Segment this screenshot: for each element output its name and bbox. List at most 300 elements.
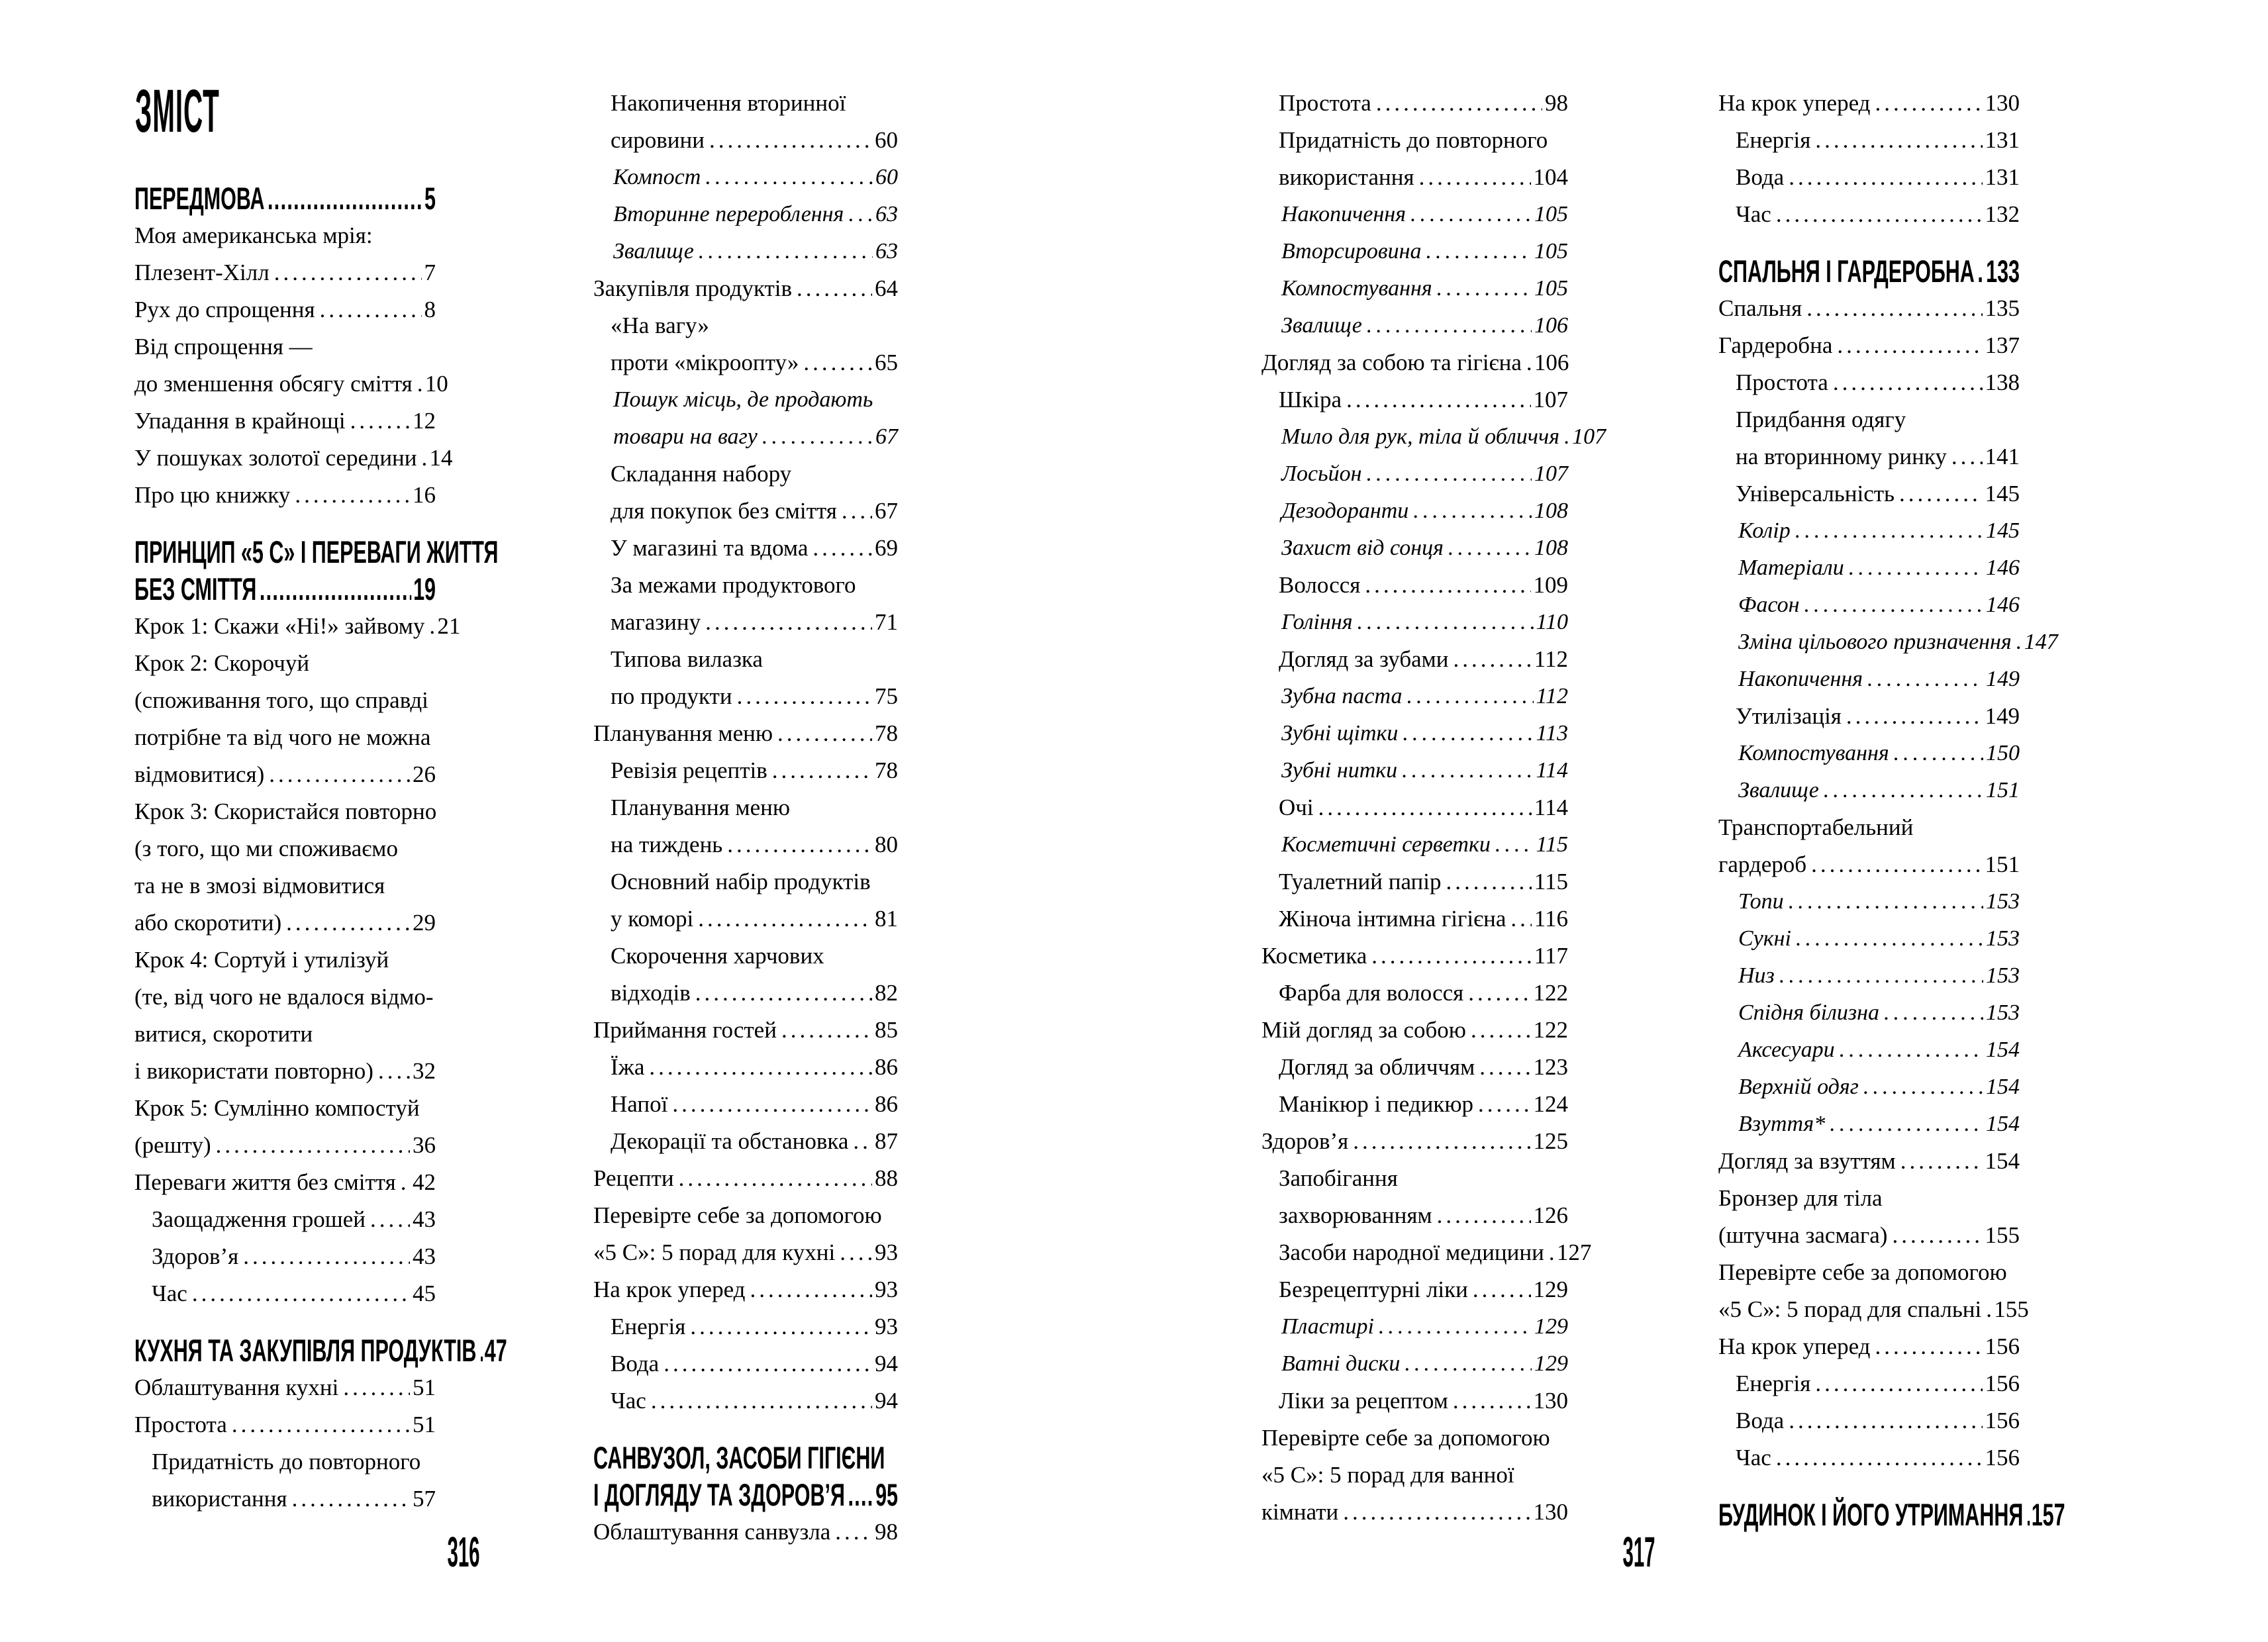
toc-row bbox=[1261, 1012, 1568, 1049]
toc-row bbox=[1261, 715, 1568, 752]
toc-page-number: 106 bbox=[1534, 350, 1569, 375]
toc-page-number: 131 bbox=[1985, 164, 2020, 190]
dot-leader bbox=[727, 826, 872, 863]
toc-label: САНВУЗОЛ, ЗАСОБИ ГІГІЄНИ bbox=[593, 1440, 885, 1475]
toc-row bbox=[1261, 270, 1568, 307]
toc-page-number: 129 bbox=[1534, 1351, 1568, 1376]
toc-row bbox=[1718, 1254, 2020, 1291]
dot-leader bbox=[1468, 975, 1530, 1012]
toc-entry bbox=[1718, 772, 2020, 809]
toc-row bbox=[134, 365, 448, 403]
toc-page-number: 156 bbox=[1985, 1333, 2020, 1359]
dot-leader bbox=[1473, 1271, 1531, 1308]
toc-row bbox=[1261, 1494, 1568, 1531]
toc-label: На крок уперед bbox=[1718, 1333, 1871, 1359]
toc-page-number: 94 bbox=[875, 1388, 898, 1414]
toc-row bbox=[593, 1345, 898, 1382]
toc-page-number: 63 bbox=[875, 239, 898, 264]
toc-label: Крок 5: Сумлінно компостуй bbox=[134, 1095, 420, 1121]
dot-leader bbox=[422, 440, 427, 477]
dot-leader bbox=[1564, 418, 1569, 456]
dot-leader bbox=[1884, 994, 1983, 1032]
dot-leader bbox=[1413, 493, 1532, 530]
toc-label: Низ bbox=[1738, 963, 1775, 988]
toc-page-number: 147 bbox=[2024, 630, 2058, 654]
toc-entry bbox=[1261, 1420, 1568, 1531]
toc-row bbox=[134, 254, 436, 291]
toc-label: Матеріали bbox=[1738, 555, 1844, 580]
toc-page-number: 145 bbox=[1986, 518, 2020, 543]
toc-entry bbox=[1718, 1439, 2020, 1476]
toc-label: Вторинне перероблення bbox=[613, 202, 844, 226]
dot-leader bbox=[1779, 957, 1983, 994]
toc-row bbox=[593, 530, 898, 567]
dot-leader bbox=[350, 403, 410, 440]
toc-entry bbox=[1718, 1402, 2020, 1439]
dot-leader bbox=[1977, 253, 1984, 290]
toc-entry bbox=[1261, 1049, 1568, 1086]
toc-row bbox=[134, 867, 436, 904]
toc-page-number: 98 bbox=[875, 1519, 898, 1545]
dot-leader bbox=[1795, 512, 1983, 550]
toc-entry bbox=[593, 307, 898, 381]
toc-label: на тиждень bbox=[611, 832, 723, 857]
toc-page-number: 154 bbox=[1986, 1038, 2020, 1062]
toc-page-number: 82 bbox=[875, 980, 898, 1006]
toc-label: Складання набору bbox=[611, 461, 792, 487]
toc-page-number: 154 bbox=[1986, 1112, 2020, 1136]
toc-row bbox=[593, 1234, 898, 1271]
toc-label: Пошук місць, де продають bbox=[613, 387, 873, 412]
toc-row bbox=[1261, 1382, 1568, 1420]
dot-leader bbox=[1510, 900, 1531, 938]
toc-label: потрібне та від чого не можна bbox=[134, 724, 431, 750]
toc-entry bbox=[1261, 1271, 1568, 1308]
toc-page-number: 137 bbox=[1985, 332, 2020, 358]
toc-entry bbox=[1261, 1012, 1568, 1049]
left-page-number: 316 bbox=[447, 1528, 480, 1576]
toc-label: У магазині та вдома bbox=[611, 535, 809, 561]
toc-entry bbox=[593, 1123, 898, 1160]
toc-label: Засоби народної медицини bbox=[1279, 1239, 1544, 1265]
toc-row bbox=[593, 938, 898, 975]
toc-entry bbox=[1261, 752, 1568, 789]
toc-row bbox=[1718, 920, 2020, 957]
dot-leader bbox=[1479, 1049, 1530, 1086]
dot-leader bbox=[835, 1514, 872, 1551]
toc-row bbox=[1261, 1049, 1568, 1086]
toc-row bbox=[593, 196, 898, 233]
toc-row bbox=[134, 830, 436, 867]
dot-leader bbox=[479, 1332, 483, 1369]
toc-page-number: 116 bbox=[1534, 906, 1568, 932]
toc-entry bbox=[593, 938, 898, 1012]
toc-row bbox=[593, 1271, 898, 1308]
toc-entry bbox=[1718, 122, 2020, 159]
toc-page-number: 104 bbox=[1533, 164, 1568, 190]
dot-leader bbox=[1365, 567, 1530, 604]
toc-row bbox=[134, 979, 436, 1016]
toc-row bbox=[1261, 1420, 1568, 1457]
dot-leader bbox=[1446, 863, 1532, 900]
toc-entry bbox=[134, 1164, 436, 1201]
dot-leader bbox=[750, 1271, 872, 1308]
toc-page-number: 115 bbox=[1536, 832, 1568, 857]
toc-label: Захист від сонця bbox=[1281, 536, 1444, 560]
toc-row bbox=[1261, 938, 1568, 975]
toc-label: Косметика bbox=[1261, 943, 1367, 969]
dot-leader bbox=[1863, 1069, 1983, 1106]
toc-column-1 bbox=[134, 160, 507, 1518]
dot-leader bbox=[286, 904, 410, 942]
toc-entry bbox=[593, 1345, 898, 1382]
toc-label: Перевірте себе за допомогою bbox=[1261, 1425, 1550, 1451]
toc-label: Звалище bbox=[613, 239, 694, 264]
toc-row bbox=[1718, 587, 2020, 624]
toc-row bbox=[1261, 863, 1568, 900]
toc-entry bbox=[593, 1271, 898, 1308]
toc-entry bbox=[1718, 475, 2020, 512]
toc-row bbox=[1718, 1180, 2020, 1217]
toc-row bbox=[1261, 1271, 1568, 1308]
toc-label: Лосьйон bbox=[1281, 461, 1362, 486]
toc-page-number: 78 bbox=[875, 757, 898, 783]
toc-label: витися, скоротити bbox=[134, 1021, 313, 1047]
toc-page-number: 151 bbox=[1986, 778, 2020, 802]
toc-label: кімнати bbox=[1261, 1499, 1339, 1525]
dot-leader bbox=[705, 604, 872, 641]
dot-leader bbox=[1776, 1439, 1983, 1476]
toc-page-number: 21 bbox=[437, 613, 461, 639]
toc-entry bbox=[1718, 1365, 2020, 1402]
toc-row bbox=[1261, 493, 1568, 530]
toc-page-number: 156 bbox=[1985, 1371, 2020, 1396]
toc-row bbox=[134, 1201, 436, 1238]
toc-row bbox=[134, 719, 436, 756]
toc-label: Рецепти bbox=[593, 1165, 674, 1191]
toc-label: Гардеробна bbox=[1718, 332, 1833, 358]
toc-entry bbox=[134, 1406, 436, 1443]
toc-label: Час bbox=[152, 1280, 187, 1306]
toc-entry bbox=[1261, 789, 1568, 826]
toc-page-number: 95 bbox=[875, 1477, 899, 1512]
toc-entry bbox=[1261, 196, 1568, 233]
toc-row bbox=[134, 477, 436, 514]
dot-leader bbox=[1867, 661, 1983, 698]
toc-entry bbox=[593, 456, 898, 530]
dot-leader bbox=[343, 1369, 410, 1406]
toc-entry bbox=[1261, 233, 1568, 270]
toc-row bbox=[1261, 678, 1568, 715]
toc-page-number: 43 bbox=[413, 1243, 436, 1269]
toc-row bbox=[1718, 883, 2020, 920]
toc-label: Вторсировина bbox=[1281, 239, 1422, 264]
toc-label: І ДОГЛЯДУ ТА ЗДОРОВ’Я bbox=[593, 1477, 845, 1512]
toc-page-number: 106 bbox=[1534, 313, 1568, 338]
toc-label: ПРИНЦИП «5 С» І ПЕРЕВАГИ ЖИТТЯ bbox=[134, 534, 499, 569]
toc-label: Планування меню bbox=[611, 795, 790, 820]
toc-row bbox=[1718, 1365, 2020, 1402]
toc-row bbox=[1718, 1032, 2020, 1069]
toc-entry bbox=[1718, 364, 2020, 401]
dot-leader bbox=[216, 1127, 410, 1164]
toc-row bbox=[1718, 159, 2020, 196]
toc-page-number: 156 bbox=[1985, 1445, 2020, 1471]
toc-label: Упадання в крайнощі bbox=[134, 408, 346, 434]
dot-leader bbox=[260, 571, 412, 608]
toc-page-number: 115 bbox=[1534, 869, 1568, 894]
toc-label: Туалетний папір bbox=[1279, 869, 1442, 894]
toc-entry bbox=[1261, 1234, 1592, 1271]
toc-entry bbox=[1261, 863, 1568, 900]
dot-leader bbox=[1478, 1086, 1531, 1123]
toc-page-number: 57 bbox=[413, 1486, 436, 1512]
toc-page-number: 114 bbox=[1534, 795, 1568, 820]
toc-label: Придатність до повторного bbox=[152, 1449, 421, 1474]
toc-label: відмовитися) bbox=[134, 761, 265, 787]
toc-label: Спальня bbox=[1718, 295, 1802, 321]
toc-row bbox=[1718, 364, 2020, 401]
dot-leader bbox=[1495, 826, 1534, 863]
dot-leader bbox=[1840, 1032, 1983, 1069]
toc-page-number: 105 bbox=[1534, 276, 1568, 301]
toc-label: Гоління bbox=[1281, 610, 1353, 634]
toc-row bbox=[593, 85, 898, 122]
toc-row bbox=[1261, 196, 1568, 233]
toc-page-number: 107 bbox=[1572, 424, 1606, 449]
toc-entry bbox=[1718, 1143, 2020, 1180]
toc-entry bbox=[1261, 567, 1568, 604]
toc-row bbox=[1718, 438, 2020, 475]
toc-label: або скоротити) bbox=[134, 910, 282, 936]
toc-label: товари на вагу bbox=[613, 424, 758, 449]
toc-label: Фасон bbox=[1738, 593, 1800, 617]
toc-entry bbox=[134, 1090, 436, 1164]
toc-row bbox=[1261, 789, 1568, 826]
toc-row bbox=[593, 789, 898, 826]
toc-page-number: 60 bbox=[875, 127, 898, 153]
toc-page-number: 130 bbox=[1533, 1499, 1568, 1525]
toc-entry bbox=[1718, 1032, 2020, 1069]
toc-page-number: 47 bbox=[484, 1333, 507, 1368]
toc-entry bbox=[593, 863, 898, 938]
toc-label: Планування меню bbox=[593, 720, 773, 746]
toc-label: Переваги життя без сміття bbox=[134, 1169, 396, 1195]
toc-row bbox=[1261, 641, 1568, 678]
dot-leader bbox=[1426, 233, 1532, 270]
toc-row bbox=[593, 678, 898, 715]
dot-leader bbox=[1526, 344, 1532, 381]
dot-leader bbox=[269, 756, 410, 793]
dot-leader bbox=[1353, 1123, 1530, 1160]
toc-entry bbox=[593, 641, 898, 715]
toc-label: Компостування bbox=[1738, 741, 1889, 765]
toc-label: Компост bbox=[613, 165, 701, 189]
toc-row bbox=[593, 344, 898, 381]
toc-label: Сукні bbox=[1738, 926, 1791, 951]
toc-entry bbox=[1261, 122, 1568, 196]
toc-page-number: 14 bbox=[429, 445, 453, 471]
toc-entry bbox=[1261, 826, 1568, 863]
toc-row bbox=[1718, 1402, 2020, 1439]
toc-label: Перевірте себе за допомогою bbox=[593, 1202, 882, 1228]
dot-leader bbox=[320, 291, 422, 328]
dot-leader bbox=[1789, 159, 1982, 196]
dot-leader bbox=[370, 1201, 410, 1238]
toc-label: Крок 4: Сортуй і утилізуй bbox=[134, 947, 389, 973]
toc-page-number: 149 bbox=[1985, 703, 2020, 729]
toc-row bbox=[134, 217, 436, 254]
toc-label: Догляд за взуттям bbox=[1718, 1148, 1896, 1174]
dot-leader bbox=[292, 1480, 410, 1518]
dot-leader bbox=[1951, 438, 1983, 475]
toc-entry bbox=[1718, 809, 2020, 883]
toc-label: Зубна паста bbox=[1281, 684, 1403, 708]
dot-leader bbox=[698, 900, 872, 938]
toc-row bbox=[593, 1049, 898, 1086]
toc-row bbox=[1718, 1217, 2020, 1254]
toc-row bbox=[593, 1476, 898, 1514]
toc-page-number: 67 bbox=[875, 498, 898, 524]
toc-row bbox=[134, 1127, 436, 1164]
toc-label: сировини bbox=[611, 127, 705, 153]
toc-page-number: 153 bbox=[1986, 926, 2020, 951]
toc-label: використання bbox=[1279, 164, 1414, 190]
toc-label: Приймання гостей bbox=[593, 1017, 777, 1043]
toc-label: Пластирі bbox=[1281, 1314, 1374, 1339]
toc-row bbox=[593, 418, 898, 456]
dot-leader bbox=[1815, 1365, 1982, 1402]
toc-label: Утилізація bbox=[1736, 703, 1842, 729]
toc-page-number: 86 bbox=[875, 1091, 898, 1117]
toc-entry bbox=[593, 567, 898, 641]
dot-leader bbox=[1776, 196, 1983, 233]
toc-label: Вода bbox=[611, 1351, 660, 1376]
dot-leader bbox=[690, 1308, 872, 1345]
toc-entry bbox=[1718, 1069, 2020, 1106]
toc-label: Зубні нитки bbox=[1281, 758, 1398, 783]
dot-leader bbox=[1405, 1345, 1532, 1382]
dot-leader bbox=[1892, 1217, 1982, 1254]
dot-leader bbox=[1811, 846, 1982, 883]
toc-row bbox=[134, 1332, 507, 1369]
toc-label: Від спрощення — bbox=[134, 334, 313, 360]
toc-row bbox=[593, 122, 898, 159]
toc-row bbox=[1718, 253, 2020, 290]
dot-leader bbox=[649, 1049, 872, 1086]
dot-leader bbox=[1894, 735, 1983, 772]
toc-entry bbox=[1718, 883, 2020, 920]
toc-page-number: 8 bbox=[424, 297, 436, 322]
toc-entry bbox=[1261, 678, 1568, 715]
toc-row bbox=[1261, 530, 1568, 567]
toc-entry bbox=[1718, 159, 2020, 196]
toc-page-number: 93 bbox=[875, 1314, 898, 1339]
toc-entry bbox=[1261, 270, 1568, 307]
toc-row bbox=[134, 793, 436, 830]
toc-entry bbox=[593, 196, 898, 233]
toc-label: (з того, що ми споживаємо bbox=[134, 836, 398, 861]
toc-entry bbox=[134, 477, 436, 514]
toc-row bbox=[134, 403, 436, 440]
toc-label: Дезодоранти bbox=[1281, 499, 1409, 523]
dot-leader bbox=[797, 270, 872, 307]
toc-label: Очі bbox=[1279, 795, 1314, 820]
toc-row bbox=[1718, 809, 2020, 846]
dot-leader bbox=[2026, 1496, 2030, 1533]
toc-entry bbox=[1718, 85, 2020, 122]
toc-label: Манікюр і педикюр bbox=[1279, 1091, 1473, 1117]
dot-leader bbox=[781, 1012, 872, 1049]
toc-row bbox=[134, 904, 436, 942]
toc-entry bbox=[593, 85, 898, 159]
dot-leader bbox=[840, 1234, 872, 1271]
toc-row bbox=[134, 682, 436, 719]
toc-label: до зменшення обсягу сміття bbox=[134, 371, 413, 397]
toc-label: Здоров’я bbox=[152, 1243, 239, 1269]
toc-page-number: 65 bbox=[875, 350, 898, 375]
toc-entry bbox=[593, 233, 898, 270]
toc-label: БЕЗ СМІТТЯ bbox=[134, 571, 257, 606]
toc-row bbox=[1718, 512, 2020, 550]
toc-label: Накопичення bbox=[1281, 202, 1406, 226]
toc-row bbox=[134, 328, 436, 365]
toc-label: Компостування bbox=[1281, 276, 1432, 301]
toc-entry bbox=[1718, 957, 2020, 994]
toc-page-number: 107 bbox=[1533, 387, 1568, 412]
toc-label: Рух до спрощення bbox=[134, 297, 315, 322]
toc-page-number: 156 bbox=[1985, 1408, 2020, 1433]
toc-page-number: 154 bbox=[1985, 1148, 2020, 1174]
toc-label: (те, від чого не вдалося відмо- bbox=[134, 984, 434, 1010]
dot-leader bbox=[1402, 752, 1533, 789]
toc-entry bbox=[593, 159, 898, 196]
toc-page-number: 141 bbox=[1985, 444, 2020, 469]
toc-page-number: 26 bbox=[413, 761, 436, 787]
toc-label: За межами продуктового bbox=[611, 572, 856, 598]
dot-leader bbox=[1471, 1012, 1531, 1049]
toc-page-number: 126 bbox=[1533, 1202, 1568, 1228]
toc-label: Ревізія рецептів bbox=[611, 757, 767, 783]
dot-leader bbox=[679, 1160, 872, 1197]
toc-label: Фарба для волосся bbox=[1279, 980, 1464, 1006]
toc-page-number: 107 bbox=[1534, 461, 1568, 486]
toc-row bbox=[134, 1016, 436, 1053]
dot-leader bbox=[705, 159, 873, 196]
toc-entry bbox=[1718, 512, 2020, 550]
toc-entry bbox=[1261, 604, 1568, 641]
toc-row bbox=[593, 604, 898, 641]
toc-row bbox=[593, 1514, 898, 1551]
toc-page-number: 51 bbox=[413, 1375, 436, 1400]
toc-entry bbox=[1718, 1254, 2029, 1328]
toc-label: (штучна засмага) bbox=[1718, 1222, 1888, 1248]
toc-page-number: 131 bbox=[1985, 127, 2020, 153]
toc-page-number: 150 bbox=[1986, 741, 2020, 765]
dot-leader bbox=[772, 752, 872, 789]
toc-label: Енергія bbox=[611, 1314, 686, 1339]
toc-page-number: 32 bbox=[413, 1058, 436, 1084]
toc-row bbox=[593, 307, 898, 344]
toc-entry bbox=[593, 530, 898, 567]
toc-page-number: 88 bbox=[875, 1165, 898, 1191]
toc-row bbox=[1261, 1086, 1568, 1123]
toc-page-number: 151 bbox=[1985, 851, 2020, 877]
toc-row bbox=[593, 1197, 898, 1234]
toc-page-number: 109 bbox=[1533, 572, 1568, 598]
toc-row bbox=[1718, 122, 2020, 159]
toc-page-number: 45 bbox=[413, 1280, 436, 1306]
